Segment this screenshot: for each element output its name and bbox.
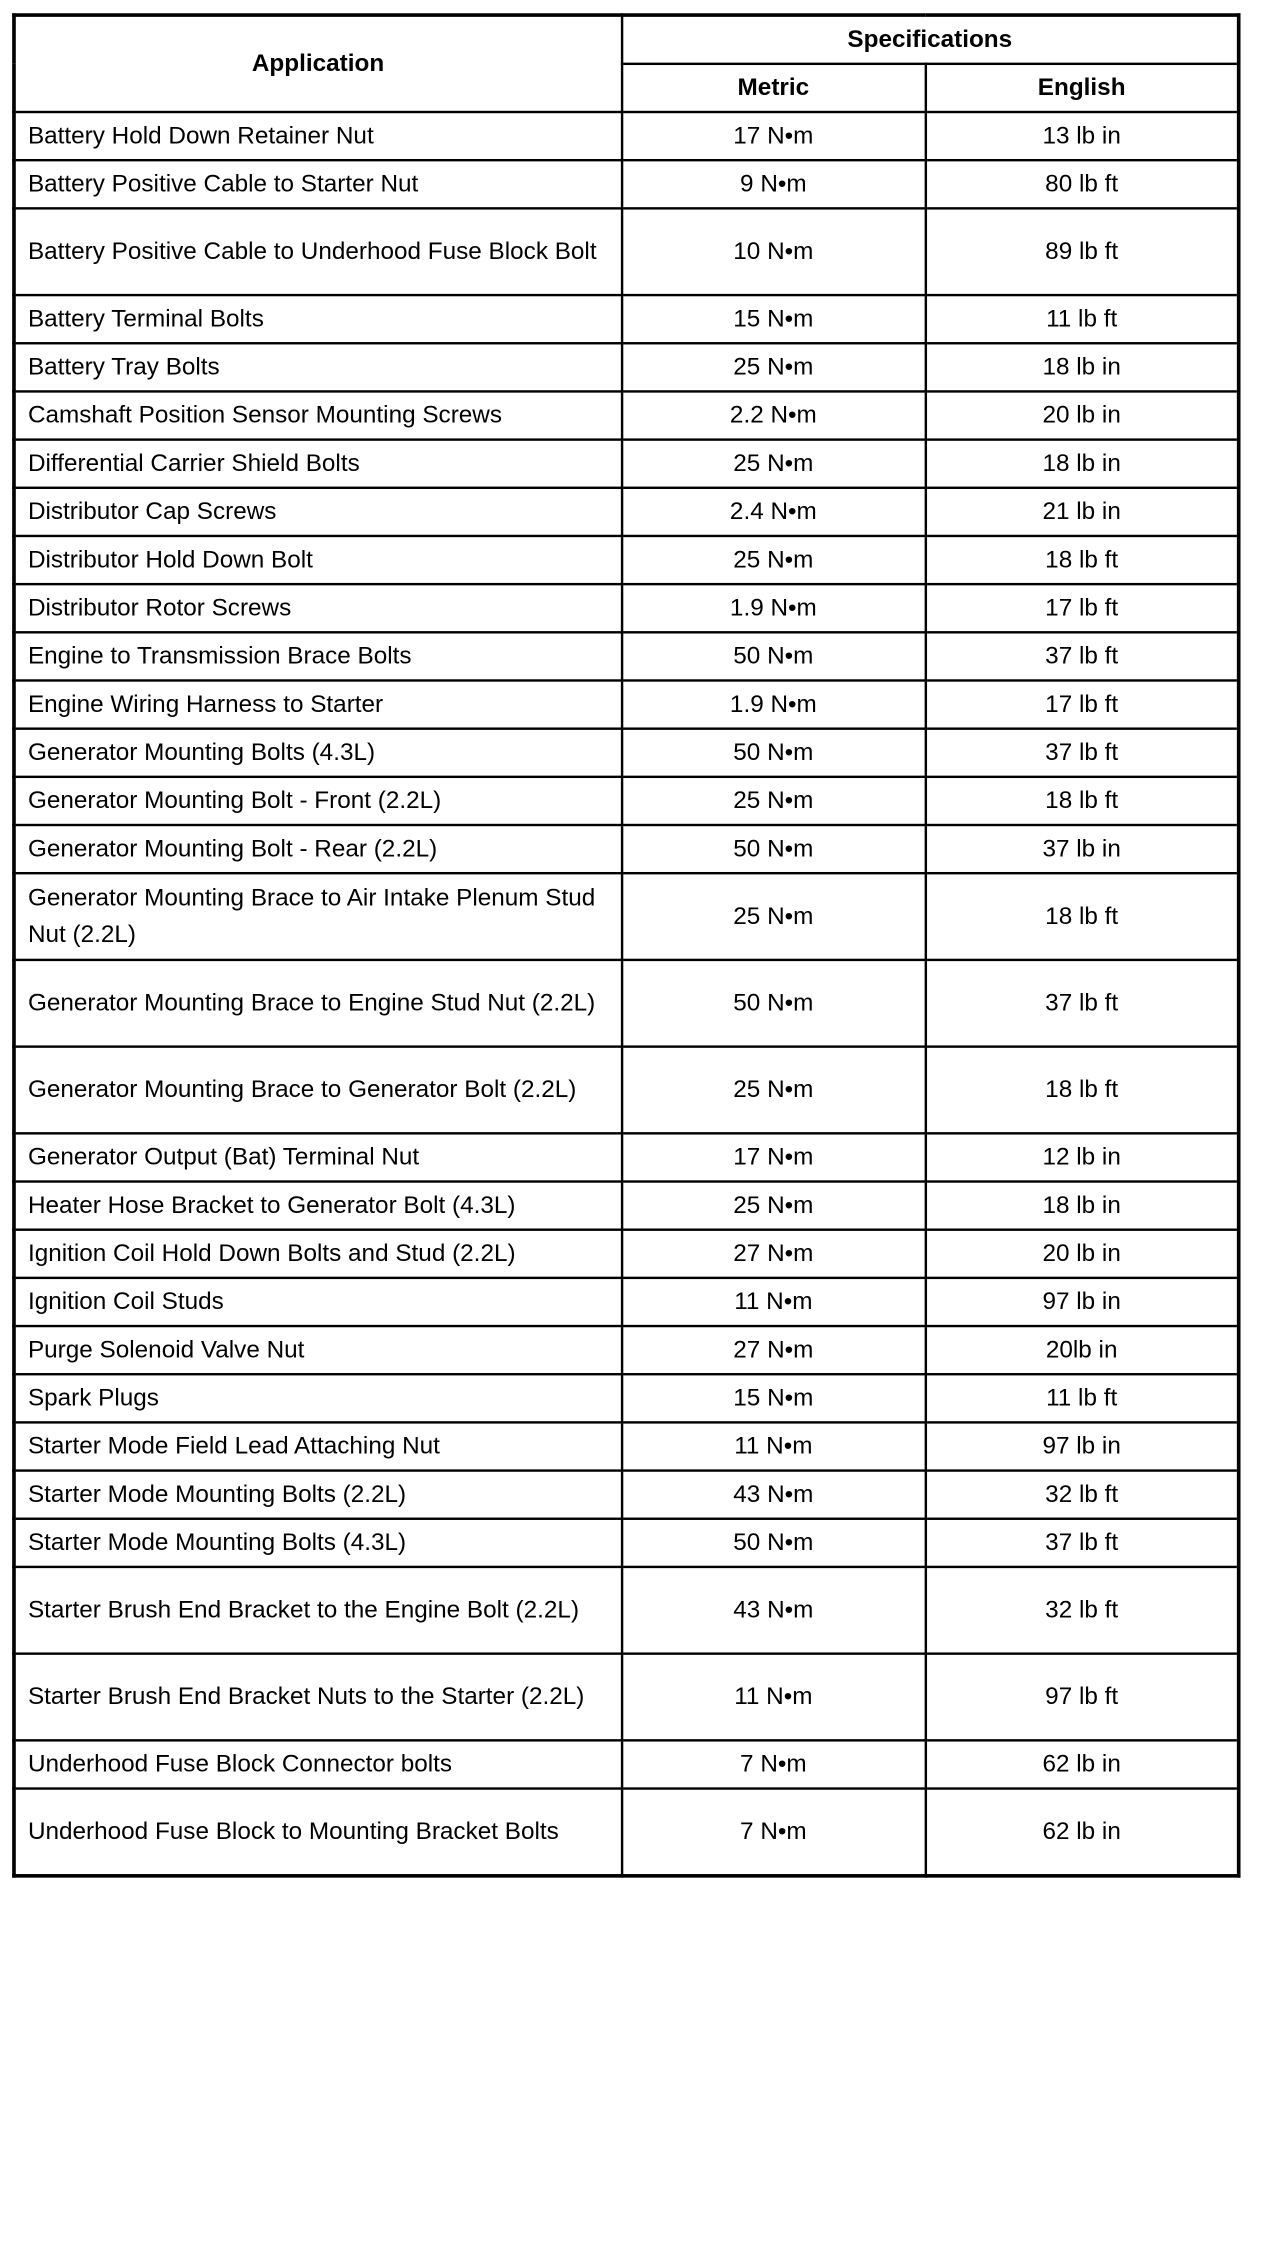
cell-application: Distributor Cap Screws xyxy=(14,488,622,536)
table-row xyxy=(14,1182,1239,1230)
cell-english: 11 lb ft xyxy=(925,295,1238,343)
table-row xyxy=(14,1230,1239,1278)
cell-metric: 50 N•m xyxy=(621,632,925,680)
table-row xyxy=(14,1740,1239,1788)
table-row xyxy=(14,1047,1239,1134)
cell-english: 11 lb ft xyxy=(925,1374,1238,1422)
table-row xyxy=(14,1471,1239,1519)
cell-application: Battery Positive Cable to Underhood Fuse Block Bolt xyxy=(14,208,622,295)
cell-english: 37 lb ft xyxy=(925,960,1238,1047)
cell-application: Distributor Hold Down Bolt xyxy=(14,536,622,584)
cell-application: Generator Output (Bat) Terminal Nut xyxy=(14,1133,622,1181)
cell-application: Underhood Fuse Block to Mounting Bracket Bolts xyxy=(14,1789,622,1876)
table-row xyxy=(14,208,1239,295)
header-application: Application xyxy=(14,15,622,112)
cell-metric: 43 N•m xyxy=(621,1471,925,1519)
table-row xyxy=(14,873,1239,960)
header-english: English xyxy=(925,64,1238,112)
cell-metric: 27 N•m xyxy=(621,1230,925,1278)
table-row xyxy=(14,680,1239,728)
cell-english: 18 lb ft xyxy=(925,873,1238,960)
cell-english: 97 lb in xyxy=(925,1278,1238,1326)
cell-application: Generator Mounting Brace to Generator Bolt (2.2L) xyxy=(14,1047,622,1134)
cell-metric: 17 N•m xyxy=(621,112,925,160)
cell-application: Ignition Coil Hold Down Bolts and Stud (2.2L) xyxy=(14,1230,622,1278)
table-row xyxy=(14,488,1239,536)
cell-metric: 25 N•m xyxy=(621,1182,925,1230)
cell-application: Purge Solenoid Valve Nut xyxy=(14,1326,622,1374)
table-row xyxy=(14,1422,1239,1470)
cell-metric: 25 N•m xyxy=(621,343,925,391)
cell-metric: 11 N•m xyxy=(621,1278,925,1326)
cell-english: 21 lb in xyxy=(925,488,1238,536)
cell-application: Generator Mounting Brace to Engine Stud Nut (2.2L) xyxy=(14,960,622,1047)
cell-metric: 50 N•m xyxy=(621,729,925,777)
cell-application: Battery Terminal Bolts xyxy=(14,295,622,343)
table-row xyxy=(14,729,1239,777)
table-body xyxy=(14,112,1239,1876)
cell-english: 13 lb in xyxy=(925,112,1238,160)
table-row xyxy=(14,825,1239,873)
cell-application: Starter Brush End Bracket to the Engine Bolt (2.2L) xyxy=(14,1567,622,1654)
table-row xyxy=(14,777,1239,825)
cell-english: 18 lb in xyxy=(925,343,1238,391)
cell-metric: 2.4 N•m xyxy=(621,488,925,536)
cell-english: 97 lb in xyxy=(925,1422,1238,1470)
cell-english: 97 lb ft xyxy=(925,1654,1238,1741)
cell-metric: 25 N•m xyxy=(621,777,925,825)
cell-metric: 11 N•m xyxy=(621,1654,925,1741)
table-row xyxy=(14,1278,1239,1326)
table-row xyxy=(14,536,1239,584)
cell-english: 80 lb ft xyxy=(925,160,1238,208)
torque-specifications-table xyxy=(12,13,1240,1877)
table-row xyxy=(14,160,1239,208)
cell-metric: 1.9 N•m xyxy=(621,680,925,728)
cell-english: 37 lb ft xyxy=(925,1519,1238,1567)
table-row xyxy=(14,1374,1239,1422)
cell-metric: 25 N•m xyxy=(621,536,925,584)
table-row xyxy=(14,632,1239,680)
cell-application: Starter Mode Field Lead Attaching Nut xyxy=(14,1422,622,1470)
cell-metric: 50 N•m xyxy=(621,825,925,873)
cell-metric: 2.2 N•m xyxy=(621,391,925,439)
cell-metric: 50 N•m xyxy=(621,960,925,1047)
cell-english: 18 lb in xyxy=(925,440,1238,488)
cell-metric: 7 N•m xyxy=(621,1740,925,1788)
table-row xyxy=(14,1133,1239,1181)
cell-metric: 25 N•m xyxy=(621,873,925,960)
cell-english: 32 lb ft xyxy=(925,1471,1238,1519)
cell-metric: 11 N•m xyxy=(621,1422,925,1470)
cell-english: 20 lb in xyxy=(925,1230,1238,1278)
cell-english: 37 lb ft xyxy=(925,632,1238,680)
table-row xyxy=(14,440,1239,488)
cell-english: 18 lb ft xyxy=(925,536,1238,584)
cell-application: Underhood Fuse Block Connector bolts xyxy=(14,1740,622,1788)
cell-english: 62 lb in xyxy=(925,1740,1238,1788)
cell-application: Generator Mounting Brace to Air Intake Plenum Stud Nut (2.2L) xyxy=(14,873,622,960)
table-row xyxy=(14,295,1239,343)
cell-english: 32 lb ft xyxy=(925,1567,1238,1654)
header-specifications: Specifications xyxy=(621,15,1238,64)
cell-application: Generator Mounting Bolt - Rear (2.2L) xyxy=(14,825,622,873)
cell-application: Generator Mounting Bolt - Front (2.2L) xyxy=(14,777,622,825)
cell-metric: 27 N•m xyxy=(621,1326,925,1374)
cell-english: 18 lb ft xyxy=(925,777,1238,825)
cell-english: 20 lb in xyxy=(925,391,1238,439)
cell-application: Ignition Coil Studs xyxy=(14,1278,622,1326)
cell-english: 12 lb in xyxy=(925,1133,1238,1181)
cell-application: Engine to Transmission Brace Bolts xyxy=(14,632,622,680)
cell-application: Generator Mounting Bolts (4.3L) xyxy=(14,729,622,777)
header-metric: Metric xyxy=(621,64,925,112)
cell-metric: 1.9 N•m xyxy=(621,584,925,632)
cell-metric: 10 N•m xyxy=(621,208,925,295)
cell-application: Starter Mode Mounting Bolts (2.2L) xyxy=(14,1471,622,1519)
cell-english: 17 lb ft xyxy=(925,584,1238,632)
cell-metric: 15 N•m xyxy=(621,295,925,343)
table-row xyxy=(14,343,1239,391)
table-row xyxy=(14,1326,1239,1374)
cell-application: Heater Hose Bracket to Generator Bolt (4.3L) xyxy=(14,1182,622,1230)
cell-application: Starter Brush End Bracket Nuts to the Starter (2.2L) xyxy=(14,1654,622,1741)
cell-application: Camshaft Position Sensor Mounting Screws xyxy=(14,391,622,439)
cell-metric: 43 N•m xyxy=(621,1567,925,1654)
table-row xyxy=(14,112,1239,160)
table-row xyxy=(14,1567,1239,1654)
table-row xyxy=(14,1789,1239,1876)
cell-metric: 25 N•m xyxy=(621,1047,925,1134)
cell-application: Starter Mode Mounting Bolts (4.3L) xyxy=(14,1519,622,1567)
cell-english: 20lb in xyxy=(925,1326,1238,1374)
cell-english: 17 lb ft xyxy=(925,680,1238,728)
cell-application: Battery Positive Cable to Starter Nut xyxy=(14,160,622,208)
header-row-top xyxy=(14,15,1239,64)
cell-metric: 17 N•m xyxy=(621,1133,925,1181)
cell-application: Spark Plugs xyxy=(14,1374,622,1422)
cell-english: 89 lb ft xyxy=(925,208,1238,295)
cell-application: Differential Carrier Shield Bolts xyxy=(14,440,622,488)
cell-english: 37 lb in xyxy=(925,825,1238,873)
cell-application: Battery Hold Down Retainer Nut xyxy=(14,112,622,160)
cell-metric: 25 N•m xyxy=(621,440,925,488)
cell-english: 37 lb ft xyxy=(925,729,1238,777)
cell-application: Engine Wiring Harness to Starter xyxy=(14,680,622,728)
table-row xyxy=(14,960,1239,1047)
cell-english: 62 lb in xyxy=(925,1789,1238,1876)
cell-english: 18 lb ft xyxy=(925,1047,1238,1134)
table-row xyxy=(14,584,1239,632)
table-row xyxy=(14,1654,1239,1741)
cell-metric: 7 N•m xyxy=(621,1789,925,1876)
table-row xyxy=(14,391,1239,439)
cell-application: Distributor Rotor Screws xyxy=(14,584,622,632)
cell-metric: 50 N•m xyxy=(621,1519,925,1567)
cell-english: 18 lb in xyxy=(925,1182,1238,1230)
cell-application: Battery Tray Bolts xyxy=(14,343,622,391)
cell-metric: 9 N•m xyxy=(621,160,925,208)
table-row xyxy=(14,1519,1239,1567)
cell-metric: 15 N•m xyxy=(621,1374,925,1422)
